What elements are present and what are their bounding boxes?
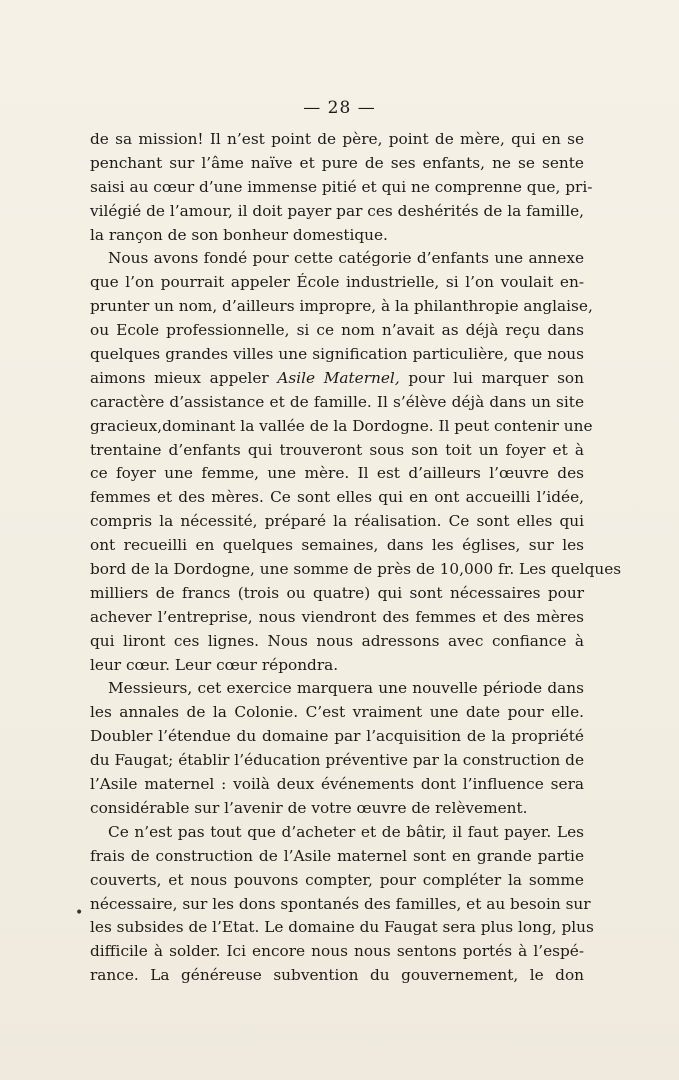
text-line: qui liront ces lignes. Nous nous adressons avec confiance à	[90, 631, 584, 650]
text-line: vilégié de l’amour, il doit payer par ces deshérités de la famille,	[90, 201, 584, 220]
text-line: gracieux,dominant la vallée de la Dordogne. Il peut contenir une	[90, 416, 593, 435]
text-line: prunter un nom, d’ailleurs impropre, à la philanthropie anglaise,	[90, 297, 593, 316]
text-line: penchant sur l’âme naïve et pure de ses enfants, ne se sente	[90, 153, 584, 172]
page-number: — 28 —	[303, 98, 376, 118]
text-line: frais de construction de l’Asile maternel sont en grande partie	[90, 846, 584, 865]
text-line: saisi au cœur d’une immense pitié et qui ne comprenne que, pri-	[90, 177, 593, 196]
text-line: caractère d’assistance et de famille. Il s’élève déjà dans un site	[90, 392, 584, 411]
text-line: ce foyer une femme, une mère. Il est d’ailleurs l’œuvre des	[90, 464, 584, 483]
text-line: couverts, et nous pouvons compter, pour compléter la somme	[90, 870, 584, 889]
text-line: considérable sur l’avenir de votre œuvre de relèvement.	[90, 798, 528, 817]
body-text	[90, 128, 622, 988]
text-line: l’Asile maternel : voilà deux événements dont l’influence sera	[90, 775, 584, 794]
text-line: nécessaire, sur les dons spontanés des familles, et au besoin sur	[90, 894, 591, 913]
text-line: ou Ecole professionnelle, si ce nom n’avait as déjà reçu dans	[90, 321, 584, 340]
text-line: rance. La généreuse subvention du gouvernement, le don	[90, 966, 584, 985]
text-line: femmes et des mères. Ce sont elles qui en ont accueilli l’idée,	[90, 488, 584, 507]
text-line: que l’on pourrait appeler École industrielle, si l’on voulait en-	[90, 273, 584, 292]
text-line: difficile à solder. Ici encore nous nous sentons portés à l’espé-	[90, 942, 584, 961]
text-line: Doubler l’étendue du domaine par l’acquisition de la propriété	[90, 727, 584, 746]
text-line: achever l’entreprise, nous viendront des femmes et des mères	[90, 607, 584, 626]
text-line: quelques grandes villes une signification particulière, que nous	[90, 345, 584, 364]
text-line: compris la nécessité, préparé la réalisation. Ce sont elles qui	[90, 512, 584, 531]
text-line: Nous avons fondé pour cette catégorie d’enfants une annexe	[108, 249, 584, 268]
text-line: de sa mission! Il n’est point de père, point de mère, qui en se	[90, 130, 584, 148]
text-line: trentaine d’enfants qui trouveront sous son toit un foyer et à	[90, 440, 584, 459]
text-line: milliers de francs (trois ou quatre) qui sont nécessaires pour	[90, 583, 584, 602]
italic-term: Asile Maternel,	[277, 368, 400, 387]
text-segment: aimons mieux appeler	[90, 368, 278, 387]
text-line: Messieurs, cet exercice marquera une nouvelle période dans	[108, 679, 584, 698]
text-line: les subsides de l’Etat. Le domaine du Faugat sera plus long, plus	[90, 918, 594, 937]
text-line: leur cœur. Leur cœur répondra.	[90, 655, 339, 674]
text-line: bord de la Dordogne, une somme de près de 10,000 fr. Les quelques	[90, 560, 622, 579]
margin-mark: •	[75, 905, 84, 921]
text-line: les annales de la Colonie. C’est vraiment une date pour elle.	[90, 703, 584, 722]
text-segment: pour lui marquer son	[399, 368, 584, 387]
text-line	[90, 367, 584, 391]
text-line: Ce n’est pas tout que d’acheter et de bâtir, il faut payer. Les	[108, 822, 584, 841]
text-line: ont recueilli en quelques semaines, dans les églises, sur les	[90, 536, 584, 555]
text-line: la rançon de son bonheur domestique.	[90, 225, 388, 244]
text-line: du Faugat; établir l’éducation préventive par la construction de	[90, 751, 584, 770]
